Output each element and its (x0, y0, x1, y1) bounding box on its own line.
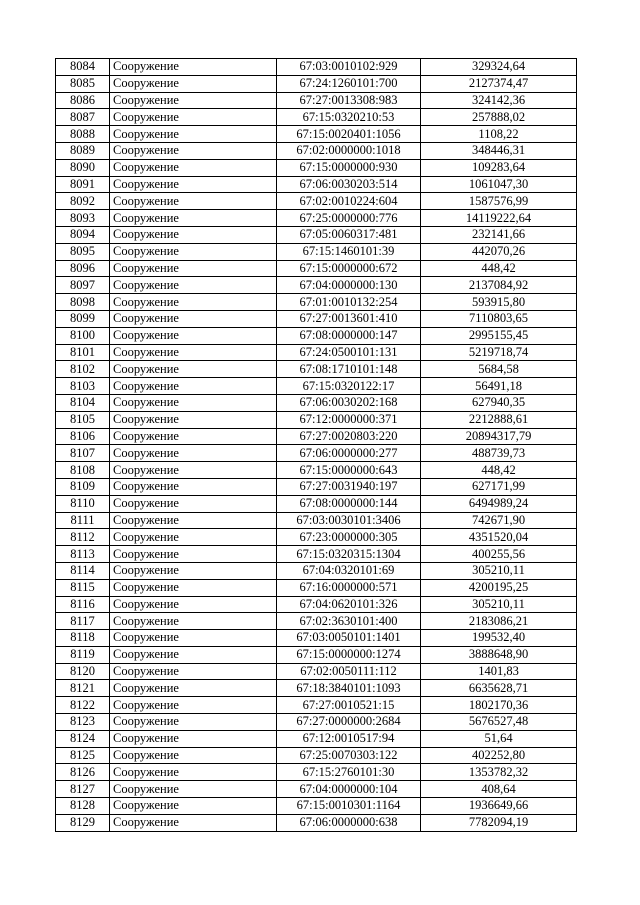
value-cell: 6494989,24 (421, 495, 577, 512)
object-type-cell: Сооружение (110, 142, 277, 159)
table-row (56, 327, 577, 344)
object-type-cell: Сооружение (110, 193, 277, 210)
object-type-cell: Сооружение (110, 462, 277, 479)
cadastral-number-cell: 67:15:0320210:53 (277, 109, 421, 126)
table-row (56, 361, 577, 378)
row-number-cell: 8086 (56, 92, 110, 109)
value-cell: 305210,11 (421, 596, 577, 613)
object-type-cell: Сооружение (110, 361, 277, 378)
value-cell: 593915,80 (421, 294, 577, 311)
object-type-cell: Сооружение (110, 798, 277, 815)
table-row (56, 630, 577, 647)
row-number-cell: 8119 (56, 646, 110, 663)
table-row (56, 75, 577, 92)
row-number-cell: 8091 (56, 176, 110, 193)
row-number-cell: 8085 (56, 75, 110, 92)
value-cell: 402252,80 (421, 747, 577, 764)
row-number-cell: 8103 (56, 378, 110, 395)
table-row (56, 529, 577, 546)
object-type-cell: Сооружение (110, 176, 277, 193)
object-type-cell: Сооружение (110, 529, 277, 546)
value-cell: 1353782,32 (421, 764, 577, 781)
cadastral-number-cell: 67:08:1710101:148 (277, 361, 421, 378)
cadastral-number-cell: 67:16:0000000:571 (277, 579, 421, 596)
cadastral-number-cell: 67:06:0030202:168 (277, 394, 421, 411)
cadastral-number-cell: 67:04:0000000:104 (277, 781, 421, 798)
cadastral-number-cell: 67:06:0000000:638 (277, 814, 421, 831)
row-number-cell: 8123 (56, 714, 110, 731)
object-type-cell: Сооружение (110, 630, 277, 647)
object-type-cell: Сооружение (110, 92, 277, 109)
row-number-cell: 8109 (56, 478, 110, 495)
object-type-cell: Сооружение (110, 781, 277, 798)
value-cell: 1061047,30 (421, 176, 577, 193)
cadastral-number-cell: 67:15:0000000:672 (277, 260, 421, 277)
object-type-cell: Сооружение (110, 814, 277, 831)
object-type-cell: Сооружение (110, 243, 277, 260)
object-type-cell: Сооружение (110, 394, 277, 411)
row-number-cell: 8114 (56, 562, 110, 579)
value-cell: 742671,90 (421, 512, 577, 529)
cadastral-number-cell: 67:08:0000000:144 (277, 495, 421, 512)
table-row (56, 445, 577, 462)
row-number-cell: 8118 (56, 630, 110, 647)
object-type-cell: Сооружение (110, 75, 277, 92)
table-row (56, 277, 577, 294)
row-number-cell: 8092 (56, 193, 110, 210)
value-cell: 2995155,45 (421, 327, 577, 344)
cadastral-number-cell: 67:15:0010301:1164 (277, 798, 421, 815)
row-number-cell: 8113 (56, 546, 110, 563)
value-cell: 448,42 (421, 260, 577, 277)
row-number-cell: 8129 (56, 814, 110, 831)
value-cell: 400255,56 (421, 546, 577, 563)
cadastral-number-cell: 67:02:0010224:604 (277, 193, 421, 210)
value-cell: 627171,99 (421, 478, 577, 495)
cadastral-number-cell: 67:18:3840101:1093 (277, 680, 421, 697)
row-number-cell: 8124 (56, 730, 110, 747)
row-number-cell: 8094 (56, 226, 110, 243)
value-cell: 348446,31 (421, 142, 577, 159)
object-type-cell: Сооружение (110, 730, 277, 747)
table-row (56, 109, 577, 126)
cadastral-number-cell: 67:27:0013601:410 (277, 310, 421, 327)
row-number-cell: 8115 (56, 579, 110, 596)
object-type-cell: Сооружение (110, 109, 277, 126)
row-number-cell: 8105 (56, 411, 110, 428)
cadastral-number-cell: 67:03:0010102:929 (277, 59, 421, 76)
value-cell: 7110803,65 (421, 310, 577, 327)
cadastral-number-cell: 67:27:0010521:15 (277, 697, 421, 714)
cadastral-number-cell: 67:04:0320101:69 (277, 562, 421, 579)
cadastral-number-cell: 67:15:0000000:930 (277, 159, 421, 176)
row-number-cell: 8090 (56, 159, 110, 176)
object-type-cell: Сооружение (110, 697, 277, 714)
object-type-cell: Сооружение (110, 680, 277, 697)
table-row (56, 798, 577, 815)
table-row (56, 714, 577, 731)
table-row (56, 294, 577, 311)
row-number-cell: 8126 (56, 764, 110, 781)
value-cell: 2183086,21 (421, 613, 577, 630)
object-type-cell: Сооружение (110, 378, 277, 395)
cadastral-number-cell: 67:25:0070303:122 (277, 747, 421, 764)
value-cell: 627940,35 (421, 394, 577, 411)
value-cell: 448,42 (421, 462, 577, 479)
table-row (56, 142, 577, 159)
property-table (55, 58, 577, 832)
value-cell: 488739,73 (421, 445, 577, 462)
cadastral-number-cell: 67:05:0060317:481 (277, 226, 421, 243)
cadastral-number-cell: 67:12:0010517:94 (277, 730, 421, 747)
cadastral-number-cell: 67:04:0000000:130 (277, 277, 421, 294)
row-number-cell: 8093 (56, 210, 110, 227)
object-type-cell: Сооружение (110, 546, 277, 563)
table-row (56, 663, 577, 680)
value-cell: 1936649,66 (421, 798, 577, 815)
object-type-cell: Сооружение (110, 327, 277, 344)
row-number-cell: 8100 (56, 327, 110, 344)
row-number-cell: 8121 (56, 680, 110, 697)
value-cell: 2137084,92 (421, 277, 577, 294)
table-row (56, 428, 577, 445)
table-row (56, 378, 577, 395)
row-number-cell: 8120 (56, 663, 110, 680)
table-row (56, 562, 577, 579)
object-type-cell: Сооружение (110, 764, 277, 781)
object-type-cell: Сооружение (110, 126, 277, 143)
table-row (56, 781, 577, 798)
object-type-cell: Сооружение (110, 226, 277, 243)
value-cell: 324142,36 (421, 92, 577, 109)
cadastral-number-cell: 67:04:0620101:326 (277, 596, 421, 613)
object-type-cell: Сооружение (110, 512, 277, 529)
value-cell: 4200195,25 (421, 579, 577, 596)
value-cell: 257888,02 (421, 109, 577, 126)
table-row (56, 579, 577, 596)
row-number-cell: 8112 (56, 529, 110, 546)
object-type-cell: Сооружение (110, 344, 277, 361)
cadastral-number-cell: 67:27:0031940:197 (277, 478, 421, 495)
row-number-cell: 8106 (56, 428, 110, 445)
table-row (56, 344, 577, 361)
object-type-cell: Сооружение (110, 411, 277, 428)
value-cell: 408,64 (421, 781, 577, 798)
object-type-cell: Сооружение (110, 59, 277, 76)
value-cell: 305210,11 (421, 562, 577, 579)
object-type-cell: Сооружение (110, 663, 277, 680)
cadastral-number-cell: 67:02:0050111:112 (277, 663, 421, 680)
table-row (56, 92, 577, 109)
object-type-cell: Сооружение (110, 159, 277, 176)
cadastral-number-cell: 67:23:0000000:305 (277, 529, 421, 546)
cadastral-number-cell: 67:15:0020401:1056 (277, 126, 421, 143)
value-cell: 20894317,79 (421, 428, 577, 445)
cadastral-number-cell: 67:08:0000000:147 (277, 327, 421, 344)
row-number-cell: 8098 (56, 294, 110, 311)
object-type-cell: Сооружение (110, 445, 277, 462)
row-number-cell: 8101 (56, 344, 110, 361)
object-type-cell: Сооружение (110, 277, 277, 294)
value-cell: 1108,22 (421, 126, 577, 143)
cadastral-number-cell: 67:15:2760101:30 (277, 764, 421, 781)
row-number-cell: 8127 (56, 781, 110, 798)
value-cell: 51,64 (421, 730, 577, 747)
value-cell: 2127374,47 (421, 75, 577, 92)
table-row (56, 495, 577, 512)
cadastral-number-cell: 67:27:0020803:220 (277, 428, 421, 445)
cadastral-number-cell: 67:06:0000000:277 (277, 445, 421, 462)
object-type-cell: Сооружение (110, 579, 277, 596)
object-type-cell: Сооружение (110, 294, 277, 311)
table-row (56, 411, 577, 428)
row-number-cell: 8099 (56, 310, 110, 327)
table-body (56, 59, 577, 832)
value-cell: 3888648,90 (421, 646, 577, 663)
table-row (56, 747, 577, 764)
table-row (56, 478, 577, 495)
value-cell: 109283,64 (421, 159, 577, 176)
table-row (56, 310, 577, 327)
cadastral-number-cell: 67:24:0500101:131 (277, 344, 421, 361)
row-number-cell: 8104 (56, 394, 110, 411)
table-row (56, 814, 577, 831)
table-row (56, 462, 577, 479)
table-row (56, 613, 577, 630)
value-cell: 442070,26 (421, 243, 577, 260)
cadastral-number-cell: 67:02:3630101:400 (277, 613, 421, 630)
object-type-cell: Сооружение (110, 260, 277, 277)
value-cell: 329324,64 (421, 59, 577, 76)
cadastral-number-cell: 67:12:0000000:371 (277, 411, 421, 428)
table-row (56, 546, 577, 563)
cadastral-number-cell: 67:15:0320315:1304 (277, 546, 421, 563)
object-type-cell: Сооружение (110, 596, 277, 613)
table-row (56, 243, 577, 260)
row-number-cell: 8111 (56, 512, 110, 529)
row-number-cell: 8128 (56, 798, 110, 815)
table-row (56, 126, 577, 143)
table-row (56, 226, 577, 243)
object-type-cell: Сооружение (110, 310, 277, 327)
cadastral-number-cell: 67:15:0000000:643 (277, 462, 421, 479)
row-number-cell: 8096 (56, 260, 110, 277)
object-type-cell: Сооружение (110, 495, 277, 512)
table-row (56, 159, 577, 176)
cadastral-number-cell: 67:03:0050101:1401 (277, 630, 421, 647)
row-number-cell: 8102 (56, 361, 110, 378)
cadastral-number-cell: 67:27:0013308:983 (277, 92, 421, 109)
value-cell: 5684,58 (421, 361, 577, 378)
row-number-cell: 8095 (56, 243, 110, 260)
row-number-cell: 8084 (56, 59, 110, 76)
cadastral-number-cell: 67:25:0000000:776 (277, 210, 421, 227)
object-type-cell: Сооружение (110, 714, 277, 731)
table-row (56, 260, 577, 277)
cadastral-number-cell: 67:02:0000000:1018 (277, 142, 421, 159)
value-cell: 5676527,48 (421, 714, 577, 731)
table-row (56, 394, 577, 411)
value-cell: 4351520,04 (421, 529, 577, 546)
value-cell: 232141,66 (421, 226, 577, 243)
cadastral-number-cell: 67:15:0320122:17 (277, 378, 421, 395)
value-cell: 1802170,36 (421, 697, 577, 714)
value-cell: 2212888,61 (421, 411, 577, 428)
row-number-cell: 8087 (56, 109, 110, 126)
table-row (56, 210, 577, 227)
cadastral-number-cell: 67:15:0000000:1274 (277, 646, 421, 663)
object-type-cell: Сооружение (110, 562, 277, 579)
row-number-cell: 8088 (56, 126, 110, 143)
value-cell: 56491,18 (421, 378, 577, 395)
table-row (56, 193, 577, 210)
cadastral-number-cell: 67:01:0010132:254 (277, 294, 421, 311)
table-row (56, 59, 577, 76)
object-type-cell: Сооружение (110, 210, 277, 227)
value-cell: 6635628,71 (421, 680, 577, 697)
row-number-cell: 8108 (56, 462, 110, 479)
object-type-cell: Сооружение (110, 613, 277, 630)
value-cell: 1587576,99 (421, 193, 577, 210)
table-row (56, 730, 577, 747)
table-row (56, 596, 577, 613)
row-number-cell: 8110 (56, 495, 110, 512)
value-cell: 5219718,74 (421, 344, 577, 361)
cadastral-number-cell: 67:03:0030101:3406 (277, 512, 421, 529)
document-page (55, 58, 577, 832)
row-number-cell: 8107 (56, 445, 110, 462)
row-number-cell: 8117 (56, 613, 110, 630)
row-number-cell: 8089 (56, 142, 110, 159)
value-cell: 7782094,19 (421, 814, 577, 831)
row-number-cell: 8116 (56, 596, 110, 613)
value-cell: 1401,83 (421, 663, 577, 680)
cadastral-number-cell: 67:24:1260101:700 (277, 75, 421, 92)
object-type-cell: Сооружение (110, 646, 277, 663)
value-cell: 14119222,64 (421, 210, 577, 227)
table-row (56, 512, 577, 529)
object-type-cell: Сооружение (110, 428, 277, 445)
cadastral-number-cell: 67:06:0030203:514 (277, 176, 421, 193)
value-cell: 199532,40 (421, 630, 577, 647)
row-number-cell: 8125 (56, 747, 110, 764)
table-row (56, 697, 577, 714)
cadastral-number-cell: 67:27:0000000:2684 (277, 714, 421, 731)
row-number-cell: 8097 (56, 277, 110, 294)
object-type-cell: Сооружение (110, 747, 277, 764)
row-number-cell: 8122 (56, 697, 110, 714)
cadastral-number-cell: 67:15:1460101:39 (277, 243, 421, 260)
table-row (56, 680, 577, 697)
table-row (56, 646, 577, 663)
object-type-cell: Сооружение (110, 478, 277, 495)
table-row (56, 176, 577, 193)
table-row (56, 764, 577, 781)
